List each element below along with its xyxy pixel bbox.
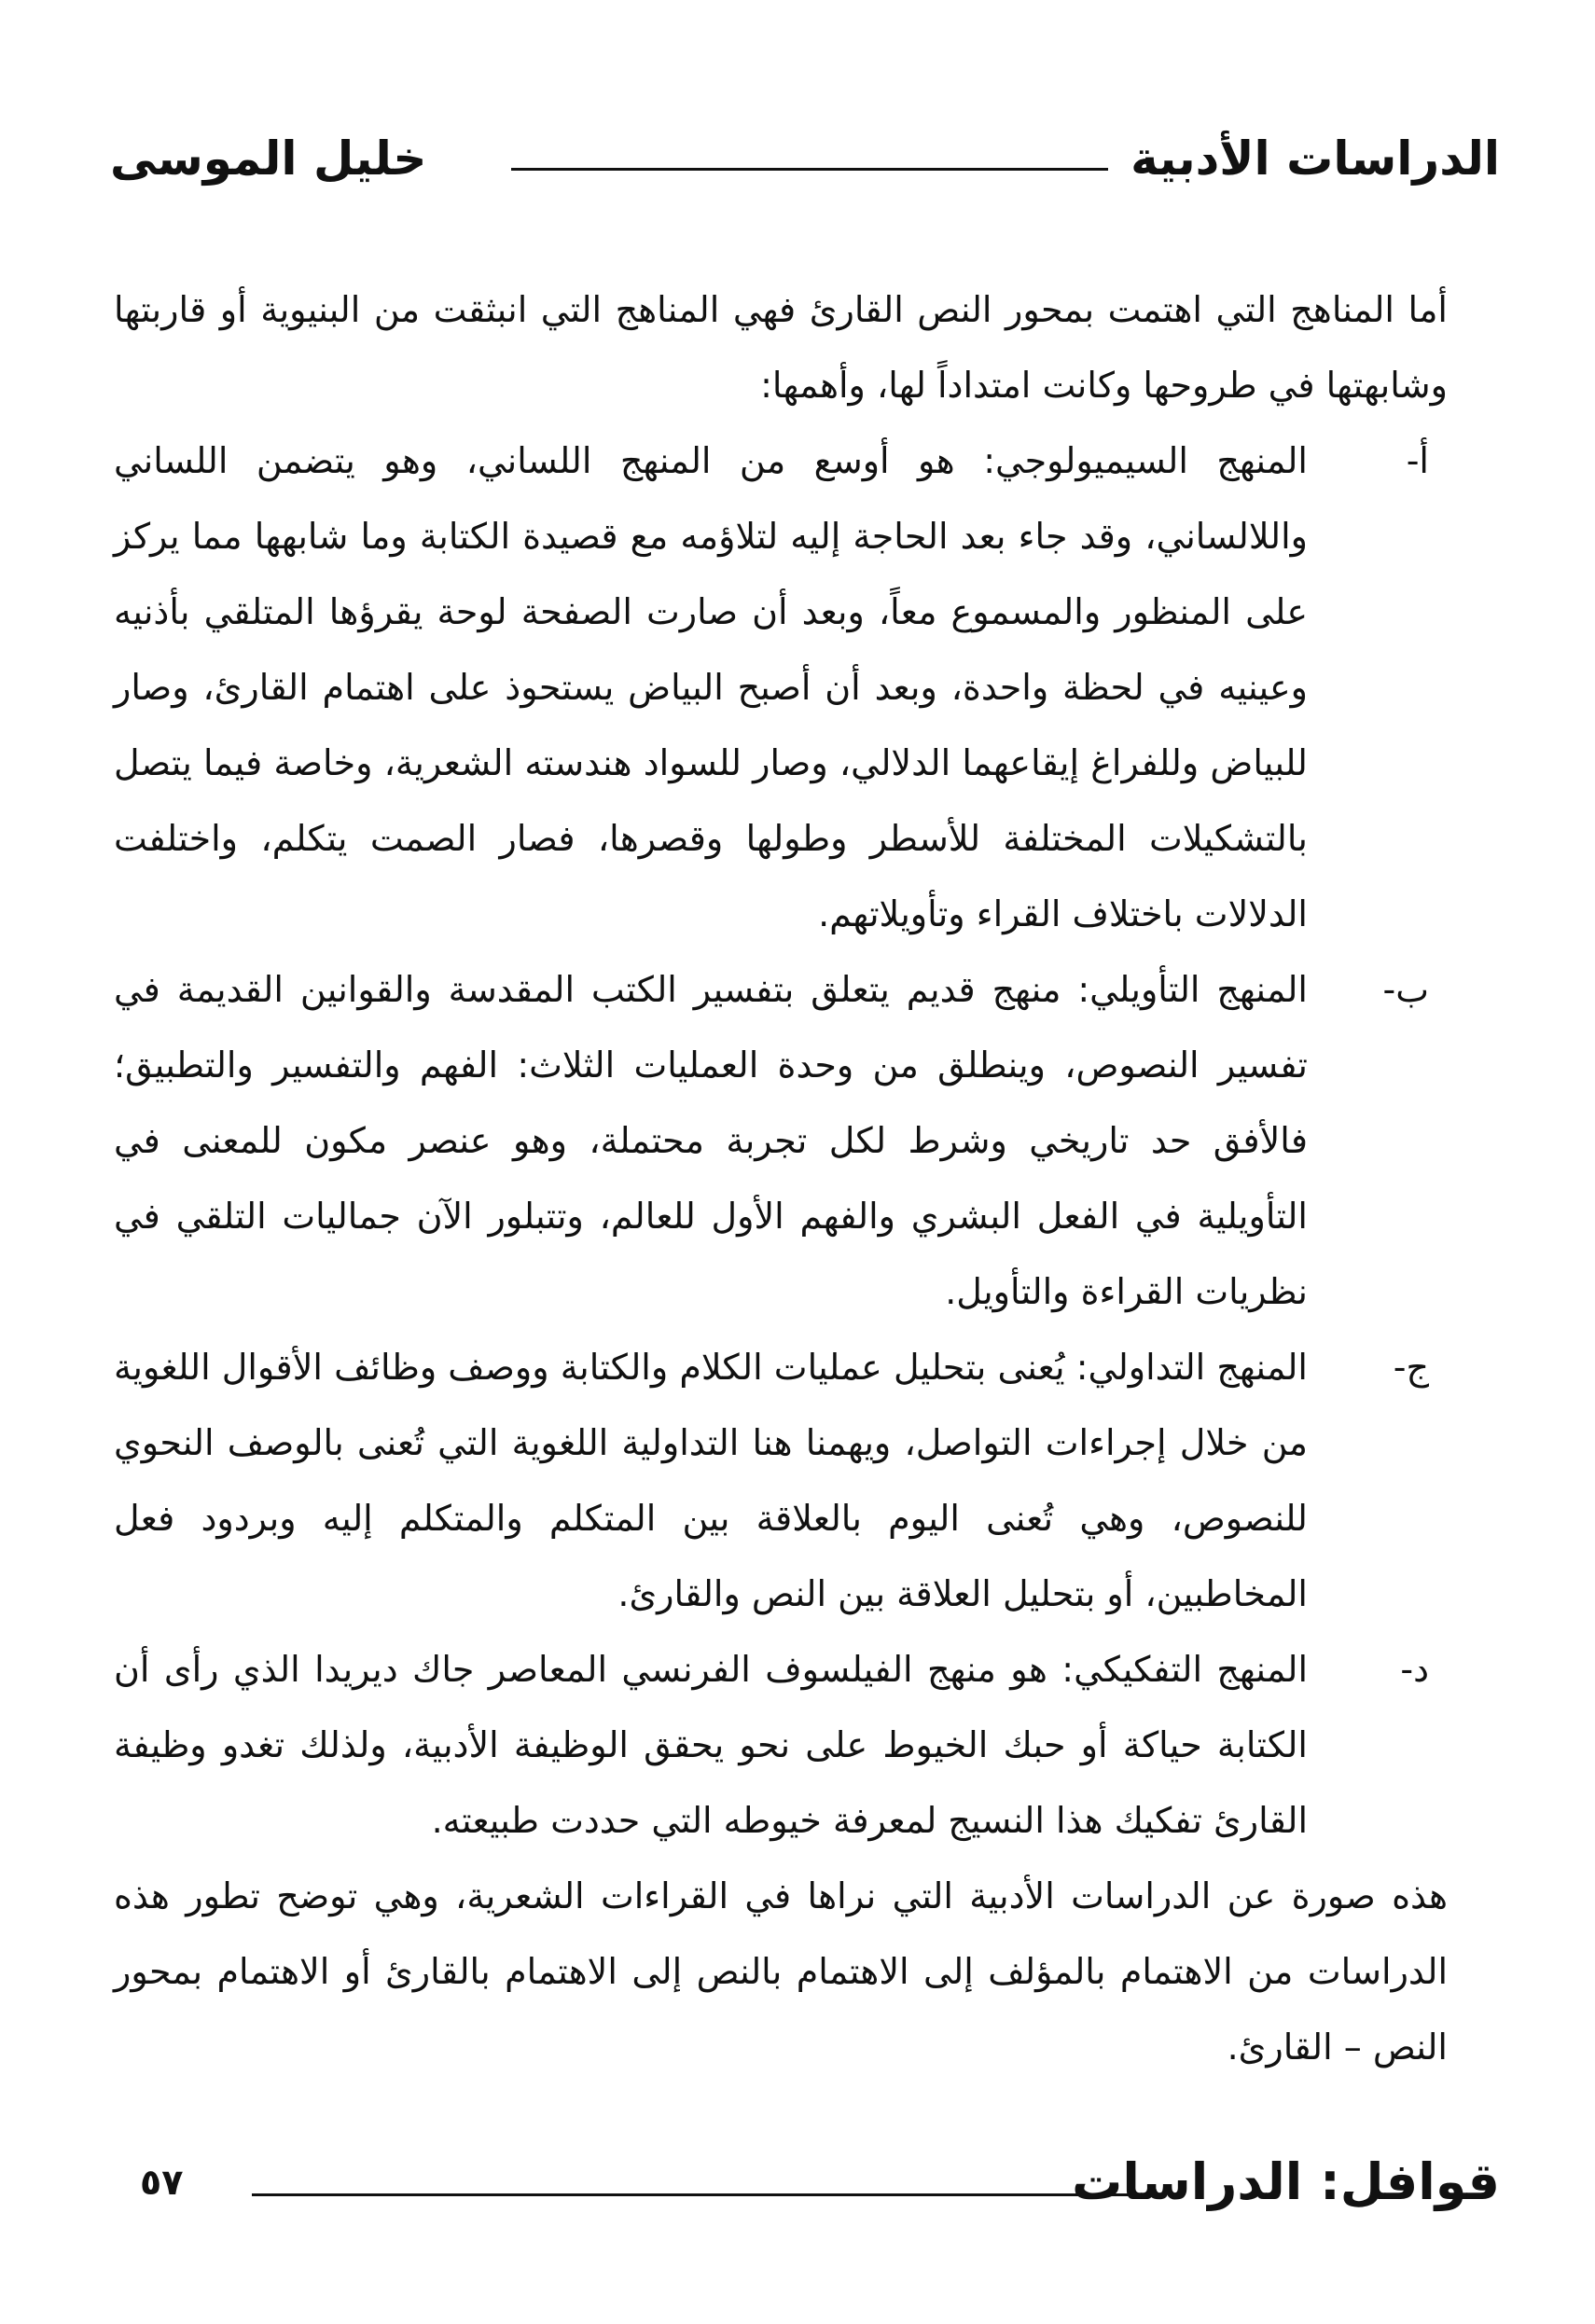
journal-name: قوافل: الدراسات (1072, 2152, 1500, 2211)
list-item-body: هو منهج الفيلسوف الفرنسي المعاصر جاك ديريدا الذي رأى أن الكتابة حياكة أو حبك الخيوط على نحو يحقق الوظيفة الأدبية، ولذلك تغدو وظيفة القارئ تفكيك هذا النسيج لمعرفة خيوطه التي حددت طبيعته. (114, 1649, 1308, 1841)
list-item-hermeneutics (114, 952, 1494, 1330)
list-marker: د- (1400, 1649, 1429, 1690)
list-item-deconstruction (114, 1632, 1494, 1859)
list-item-text (114, 1632, 1382, 1859)
footer-rule (252, 2193, 1155, 2196)
list-marker: ج- (1393, 1347, 1429, 1388)
list-item-term: المنهج التداولي: (1075, 1347, 1308, 1388)
header-rule (511, 168, 1108, 171)
page-number: ٥٧ (140, 2162, 184, 2203)
list-marker: ب- (1382, 969, 1429, 1010)
page-header (110, 121, 1500, 196)
section-title: الدراسات الأدبية (1130, 131, 1500, 186)
body-text (114, 272, 1494, 2085)
list-item-term: المنهج السيميولوجي: (983, 440, 1308, 481)
list-item-text (114, 423, 1382, 952)
list-item-body: يُعنى بتحليل عمليات الكلام والكتابة ووصف وظائف الأقوال اللغوية من خلال إجراءات التواصل، ويهمنا هنا التداولية اللغوية التي تُعنى بالوصف النحوي للنصوص، وهي تُعنى اليوم بالعلاقة بين المتكلم والمتكلم إليه وبردود فعل المخاطبين، أو بتحليل العلاقة بين النص والقارئ. (114, 1347, 1308, 1614)
list-item-semiology (114, 423, 1494, 952)
list-item-body: منهج قديم يتعلق بتفسير الكتب المقدسة والقوانين القديمة في تفسير النصوص، وينطلق من وحدة العمليات الثلاث: الفهم والتفسير والتطبيق؛ فالأفق حد تاريخي وشرط لكل تجربة محتملة، وهو عنصر مكون للمعنى في التأويلية في الفعل البشري والفهم الأول للعالم، وتتبلور الآن جماليات التلقي في نظريات القراءة والتأويل. (114, 969, 1308, 1312)
closing-paragraph: هذه صورة عن الدراسات الأدبية التي نراها في القراءات الشعرية، وهي توضح تطور هذه الدراسات من الاهتمام بالمؤلف إلى الاهتمام بالنص إلى الاهتمام بالقارئ أو الاهتمام بمحور النص – القارئ. (114, 1875, 1448, 2068)
author-name: خليل الموسى (110, 131, 427, 186)
list-marker: أ- (1406, 440, 1429, 481)
list-item-term: المنهج التأويلي: (1077, 969, 1308, 1010)
list-item-text (114, 1330, 1382, 1632)
intro-paragraph: أما المناهج التي اهتمت بمحور النص القارئ فهي المناهج التي انبثقت من البنيوية أو قاربتها وشابهتها في طروحها وكانت امتداداً لها، وأهمها: (114, 289, 1448, 406)
page-footer (121, 2145, 1500, 2220)
list-item-body: هو أوسع من المنهج اللساني، وهو يتضمن اللساني واللالساني، وقد جاء بعد الحاجة إليه لتلاؤمه مع قصيدة الكتابة وما شابهها مما يركز على المنظور والمسموع معاً، وبعد أن صارت الصفحة لوحة يقرؤها المتلقي بأذنيه وعينيه في لحظة واحدة، وبعد أن أصبح البياض يستحوذ على اهتمام القارئ، وصار للبياض وللفراغ إيقاعهما الدلالي، وصار للسواد هندسته الشعرية، وخاصة فيما يتصل بالتشكيلات المختلفة للأسطر وطولها وقصرها، فصار الصمت يتكلم، واختلفت الدلالات باختلاف القراء وتأويلاتهم. (114, 440, 1308, 934)
list-item-term: المنهج التفكيكي: (1061, 1649, 1308, 1690)
list-item-text (114, 952, 1382, 1330)
list-item-pragmatics (114, 1330, 1494, 1632)
